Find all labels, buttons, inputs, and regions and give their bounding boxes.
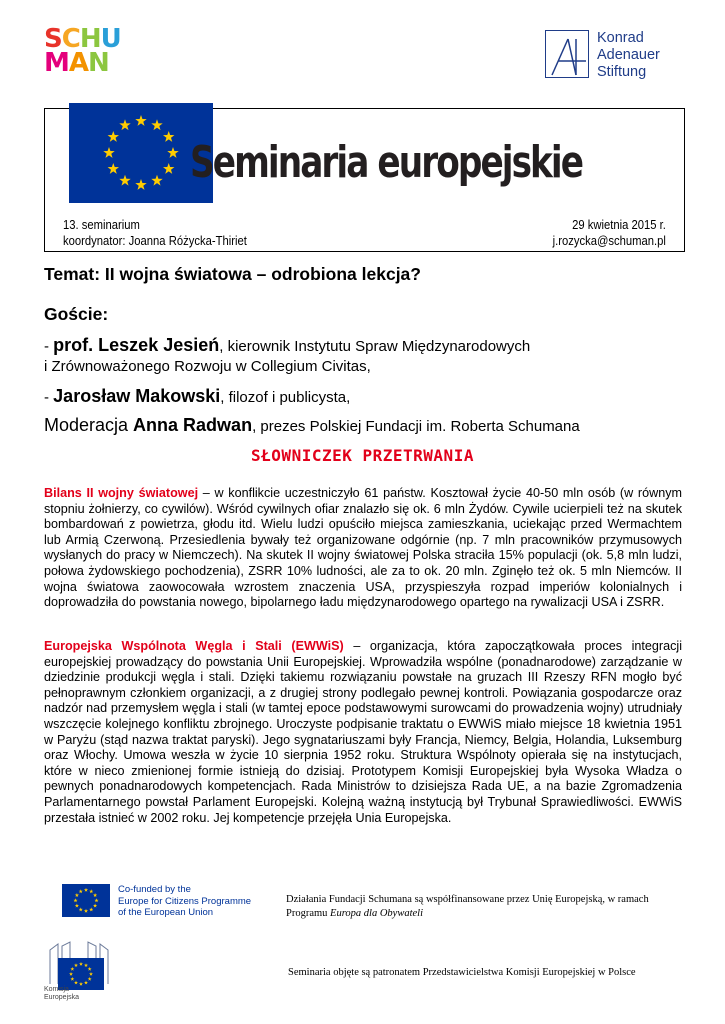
guest-entry [44,335,530,377]
kas-logo-line: Stiftung [597,64,647,80]
commission-label-line: Europejska [44,994,80,1001]
kas-logo-line: Adenauer [597,47,660,63]
european-commission-logo [44,940,114,1006]
schuman-letter: S [44,24,62,54]
schuman-letter: H [79,24,101,54]
guests-heading: Goście: [44,304,109,324]
coordinator: koordynator: Joanna Różycka-Thiriet [63,234,247,248]
guest-entry [44,386,350,408]
eu-cofunding-logo [62,884,272,920]
funding-note [286,893,686,920]
eu-cofunding-line: of the European Union [118,907,214,918]
moderator-description: , prezes Polskiej Fundacji im. Roberta Schumana [252,418,580,435]
commission-label [44,986,79,1002]
guest-description-cont: i Zrównoważonego Rozwoju w Collegium Civitas, [44,358,371,375]
schuman-letter: C [61,24,80,54]
seminar-meta-right [553,217,666,249]
guest-name: Jarosław Makowski [53,386,221,406]
guest-prefix: - [44,389,54,406]
schuman-logo [44,24,121,78]
eu-cofunding-line: Europe for Citizens Programme [118,895,252,907]
glossary-entry [44,639,682,826]
patronage-note: Seminaria objęte są patronatem Przedstawicielstwa Komisji Europejskiej w Polsce [288,967,636,978]
moderator-name: Anna Radwan [133,415,253,435]
eu-cofunding-line: Co-funded by the [118,884,191,895]
schuman-letter: A [68,48,88,78]
eu-cofunding-text [118,884,251,919]
funding-note-program: Europa dla Obywateli [330,907,423,919]
schuman-letter: N [88,48,109,78]
glossary-definition: – w konflikcie uczestniczyło 61 państw. Kosztował życie 40-50 mln osób (w równym stopniu żołnierzy, co cywilów). Wśród cywilnych ofiar znalazło się ok. 6 mln Żydów. Cywile ucierpieli też na skutek bombardowań z powietrza, głodu itd. Wielu ludzi opuściło miejsca zamieszkania, uciekając przed Wermachtem lub Armią Czerwoną. Przesiedlenia bywały też organizowane odgórnie (np. 7 mln pracowników przymusowych wysłanych do pracy w Niemczech). Na skutek II wojny światowej Polska straciła 15% populacji (ok. 5,8 mln ludzi, połowa żydowskiego pochodzenia), ZSRR 10% ludności, ale za to ok. 20 mln. Zginęło też ok. 5 mln Niemców. II wojna światowa zaowocowała wzrostem znaczenia USA, przyspieszyła rozpad imperiów kolonialnych i doprowadziła do powstania nowego, bipolarnego ładu międzynarodowego opartego na rywalizacji USA i ZSRR. [44,486,682,610]
kas-logo-mark [545,30,589,78]
glossary-term: Bilans II wojny światowej [44,486,199,500]
guest-prefix: - [44,338,54,355]
kas-logo-line: Konrad [597,30,644,46]
seminar-header [44,108,685,252]
kas-logo [545,30,695,86]
page-title: Seminaria europejskie [190,137,583,188]
eu-flag-icon [62,884,110,917]
moderation-entry [44,415,580,437]
seminar-meta-left [63,217,247,249]
guest-line [44,335,530,357]
glossary-title: SŁOWNICZEK PRZETRWANIA [251,446,474,465]
funding-note-text: Działania Fundacji Schumana są współfinansowane przez Unię Europejską, w ramach Programu [286,894,649,919]
seminar-number: 13. seminarium [63,218,140,232]
commission-label-line: Komisja [44,986,69,993]
schuman-logo-row2 [44,48,109,78]
guest-description: , filozof i publicysta, [220,389,351,406]
glossary-term: Europejska Wspólnota Węgla i Stali (EWWiS) [44,639,344,653]
schuman-letter: M [44,48,69,78]
coordinator-email[interactable]: j.rozycka@schuman.pl [552,234,666,248]
guest-description: , kierownik Instytutu Spraw Międzynarodowych [219,338,531,355]
moderation-label: Moderacja [44,415,134,435]
glossary-entry [44,486,682,611]
guest-name: prof. Leszek Jesień [53,335,220,355]
seminar-topic: Temat: II wojna światowa – odrobiona lekcja? [44,264,421,284]
glossary-definition: – organizacja, która zapoczątkowała proces integracji europejskiej prowadzący do powstania Unii Europejskiej. Wprowadziła wspólne (ponadnarodowe) zarządzanie w dziedzinie produkcji węgla i stali. Dzięki takiemu rozwiązaniu powstałe na gruzach III Rzeszy RFN mogło być pełnoprawnym członkiem organizacji, a z drugiej strony podlegało pewnej kontroli. Powiązania gospodarcze oraz nadzór nad przemysłem węgla i stali (w tamtej epoce podstawowymi surowcami do prowadzenia wojny) utrudniały wszczęcie kolejnego konfliktu zbrojnego. Uroczyste podpisanie traktatu o EWWiS miało miejsce 18 kwietnia 1951 w Paryżu (stąd nazwa traktat paryski). Jego sygnatariuszami były Francja, Niemcy, Belgia, Holandia, Luksemburg oraz Włochy. Umowa weszła w życie 10 sierpnia 1952 roku. Struktura Wspólnoty opierała się na instytucjach, które w nieco zmienionej formie istnieją do dzisiaj. Prototypem Komisji Europejskiej była Wysoka Władza o pewnych ponadnarodowych kompetencjach. Rada Ministrów to dzisiejsza Rada UE, a na bazie Zgromadzenia Parlamentarnego powstał Parlament Europejski. Kolejną ważną instytucją był Trybunał Sprawiedliwości. EWWiS przestała istnieć w 2002 roku. Jej kompetencje przejęła Unia Europejska. [44,639,682,825]
seminar-date: 29 kwietnia 2015 r. [572,218,666,232]
kas-logo-mark-icon [546,31,590,79]
kas-logo-text [597,30,660,81]
schuman-letter: U [100,24,121,54]
